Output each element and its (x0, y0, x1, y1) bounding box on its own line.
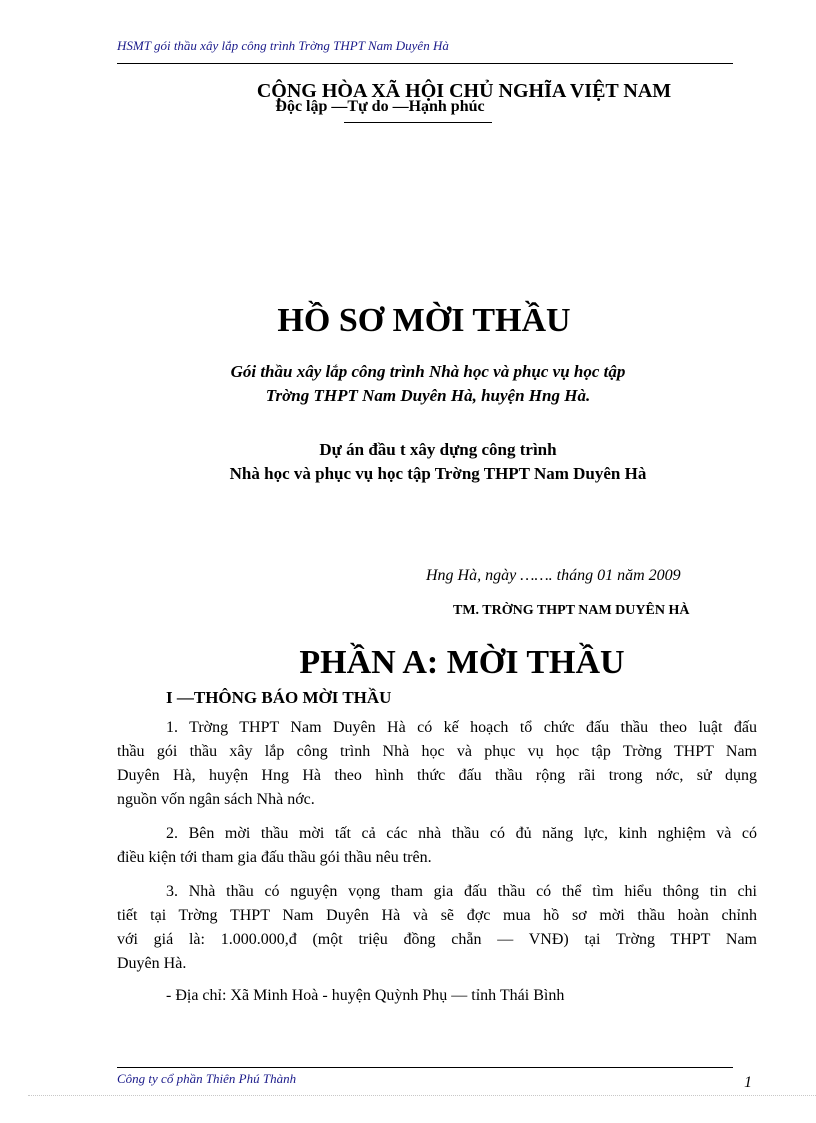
package-line-2: Trờng THPT Nam Duyên Hà, huyện Hng Hà. (265, 386, 591, 405)
paragraph-2 (117, 822, 757, 870)
paragraph-line: Duyên Hà. (117, 955, 187, 972)
running-header: HSMT gói thầu xây lắp công trình Trờng THPT Nam Duyên Hà (117, 38, 449, 53)
paragraph-line: - Địa chỉ: Xã Minh Hoà - huyện Quỳnh Phụ — tỉnh Thái Bình (166, 987, 565, 1004)
section-heading: I —THÔNG BÁO MỜI THẦU (166, 688, 392, 707)
document-title: HỒ SƠ MỜI THẦU (277, 302, 571, 339)
paragraph-line: 1. Trờng THPT Nam Duyên Hà có kế hoạch tổ chức đấu thầu theo luật đấu (166, 719, 757, 736)
paragraph-line: tiết tại Trờng THPT Nam Duyên Hà và sẽ đợc mua hồ sơ mời thầu hoàn chỉnh (117, 907, 757, 924)
motto-underline (344, 122, 492, 123)
date-line: Hng Hà, ngày ……. tháng 01 năm 2009 (426, 567, 681, 584)
paragraph-line: với giá là: 1.000.000,đ (một triệu đồng chẵn — VNĐ) tại Trờng THPT Nam (117, 931, 757, 948)
project-line-2: Nhà học và phục vụ học tập Trờng THPT Nam Duyên Hà (229, 464, 647, 483)
part-title: PHẦN A: MỜI THẦU (299, 644, 625, 681)
package-line-1: Gói thầu xây lắp công trình Nhà học và phục vụ học tập (230, 362, 626, 381)
page-break-line (28, 1095, 816, 1096)
paragraph-line: 3. Nhà thầu có nguyện vọng tham gia đấu thầu có thể tìm hiểu thông tin chi (166, 883, 757, 900)
address-line (117, 984, 757, 1008)
page-number: 1 (744, 1074, 752, 1091)
project-line-1: Dự án đầu t xây dựng công trình (319, 440, 557, 459)
paragraph-1 (117, 716, 757, 812)
paragraph-3 (117, 880, 757, 976)
paragraph-line: Duyên Hà, huyện Hng Hà theo hình thức đấu thầu rộng rãi trong nớc, sử dụng (117, 767, 757, 784)
national-motto: Độc lập —Tự do —Hạnh phúc (275, 98, 485, 115)
header-rule (117, 63, 733, 64)
paragraph-line: điều kiện tới tham gia đấu thầu gói thầu nêu trên. (117, 849, 432, 866)
signatory-line: TM. TRỜNG THPT NAM DUYÊN HÀ (453, 603, 690, 618)
republic-heading: CỘNG HÒA XÃ HỘI CHỦ NGHĨA VIỆT NAM (256, 80, 672, 102)
footer-rule (117, 1067, 733, 1068)
paragraph-line: thầu gói thầu xây lắp công trình Nhà học và phục vụ học tập Trờng THPT Nam (117, 743, 757, 760)
running-footer: Công ty cổ phần Thiên Phú Thành (117, 1071, 297, 1086)
paragraph-line: nguồn vốn ngân sách Nhà nớc. (117, 791, 315, 808)
paragraph-line: 2. Bên mời thầu mời tất cả các nhà thầu có đủ năng lực, kinh nghiệm và có (166, 825, 757, 842)
